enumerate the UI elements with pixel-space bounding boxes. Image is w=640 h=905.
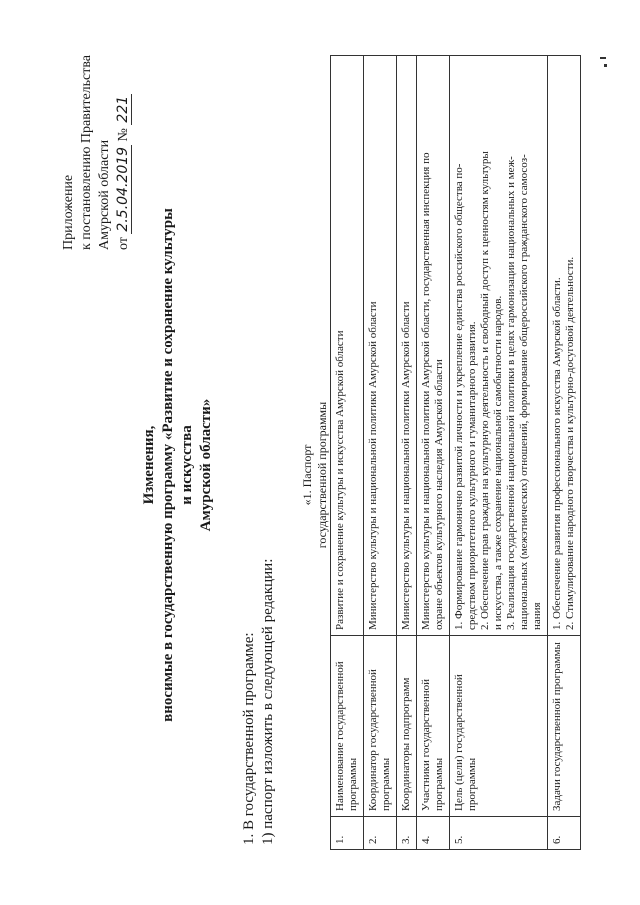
table-row [548,56,581,850]
row-value-line: нания [531,602,543,630]
row-value [331,56,364,636]
passport-heading [300,395,330,555]
title-line: вносимые в государственную программу «Развитие и сохранение культуры и искусства [160,208,195,722]
row-label: Наименование государственной программы [331,636,364,817]
row-value-line: Министерство культуры и национальной политики Амурской области [367,301,379,630]
row-value-line: 1. Обеспечение развития профессионального искусства Амурской области. [551,277,563,630]
row-value-line: 1. Формирование гармонично развитой личности и укрепление единства российского общества по- [453,163,465,630]
row-value [364,56,397,636]
intro-line: 1) паспорт изложить в следующей редакции: [260,558,276,845]
row-label: Участники государственной программы [417,636,450,817]
row-value [450,56,548,636]
approval-line: к постановлению Правительства [79,54,94,250]
row-value-line: Министерство культуры и национальной политики Амурской области [400,301,412,630]
row-value-line: Министерство культуры и национальной политики Амурской области, государственная инспекция по [420,152,432,630]
handwritten-date: 2.5.04.2019 [115,146,131,232]
scan-mark [604,64,607,67]
passport-heading-line: государственной программы [315,401,329,549]
row-number: 5. [450,817,548,850]
number-sign: № [116,128,131,142]
table-row [331,56,364,850]
title-line: Изменения, [141,425,157,505]
approval-line: Амурской области [97,139,112,250]
table-row [397,56,417,850]
document-title [140,205,216,725]
passport-heading-line: «1. Паспорт [300,444,314,506]
table-row [364,56,397,850]
row-number: 6. [548,817,581,850]
passport-table [330,55,581,850]
row-value-line: средством приоритетного культурного и гуманитарного развития. [466,321,478,630]
row-label: Цель (цели) государственной программы [450,636,548,817]
date-prefix: от [116,237,131,250]
intro-line: 1. В государственной программе: [241,632,257,845]
scan-mark [600,57,606,59]
row-value-line: 2. Стимулирование народного творчества и культурно-досуговой деятельности. [564,256,576,630]
handwritten-number: 221 [115,95,131,123]
row-value [397,56,417,636]
approval-date-line [114,10,133,250]
approval-line: Приложение [61,174,76,250]
row-number: 3. [397,817,417,850]
row-number: 2. [364,817,397,850]
row-value [548,56,581,636]
row-label: Координатор государственной программы [364,636,397,817]
row-value-line: охране объектов культурного наследия Амурской области [433,359,445,630]
table-row [450,56,548,850]
row-label: Задачи государственной программы [548,636,581,817]
row-value-line: 2. Обеспечение прав граждан на культурную деятельность и свободный доступ к ценностям культуры [479,151,491,630]
row-value-line: Развитие и сохранение культуры и искусства Амурской области [334,330,346,630]
row-value [417,56,450,636]
row-value-line: национальных (межэтнических) отношений, формирование общероссийского гражданского самосоз- [518,154,530,630]
title-line: Амурской области» [198,398,214,532]
approval-block [60,10,133,250]
intro-text [240,345,278,845]
row-number: 4. [417,817,450,850]
row-value-line: и искусства, а также сохранение национальной самобытности народов. [492,295,504,630]
row-value-line: 3. Реализация государственной национальной политики в целях гармонизации национальных и меж- [505,156,517,630]
table-row [417,56,450,850]
row-number: 1. [331,817,364,850]
row-label: Координаторы подпрограмм [397,636,417,817]
